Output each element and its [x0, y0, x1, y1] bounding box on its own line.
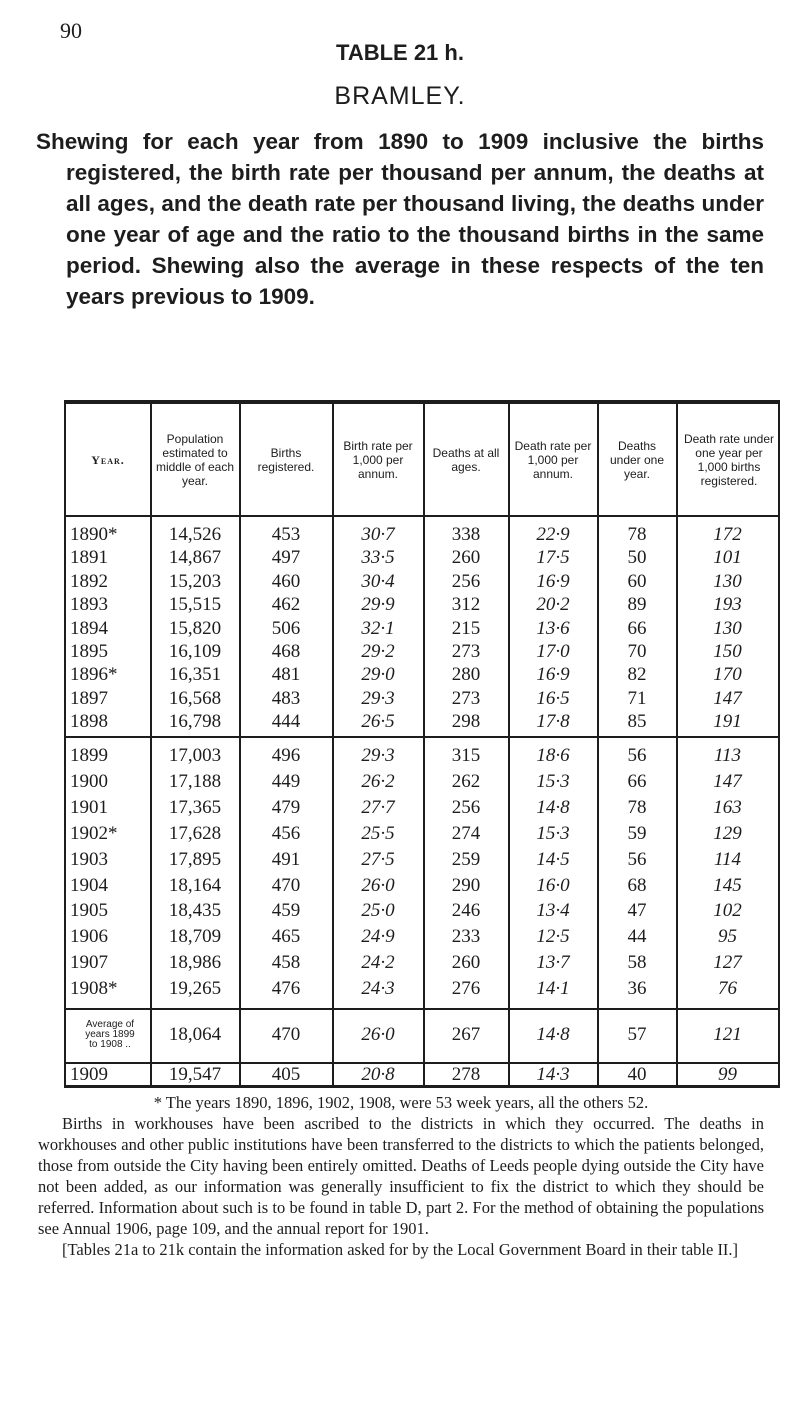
cell-births: 462	[271, 594, 301, 616]
cell-deaths: 280	[451, 664, 481, 686]
cell-births: 453	[271, 524, 301, 545]
cell-infant-death-rate: 172	[713, 524, 742, 545]
cell-births: 465	[271, 926, 301, 948]
cell-infant-death-rate: 95	[718, 926, 737, 948]
place-title: BRAMLEY.	[334, 82, 466, 110]
cell-infant-deaths: 56	[627, 745, 647, 766]
cell-infant-deaths: 89	[627, 594, 647, 616]
cell-birth-rate: 27·7	[361, 796, 395, 818]
table-row	[64, 1024, 780, 1046]
cell-births: 470	[271, 874, 301, 896]
cell-infant-deaths: 58	[627, 952, 647, 974]
cell-infant-death-rate: 147	[713, 687, 742, 709]
cell-deaths: 246	[451, 900, 481, 922]
cell-infant-death-rate: 101	[713, 547, 742, 569]
cell-population: 14,867	[168, 547, 222, 569]
cell-deaths: 298	[451, 711, 481, 733]
cell-birth-rate: 29·3	[361, 687, 395, 709]
cell-infant-deaths: 36	[627, 978, 647, 1000]
cell-infant-death-rate: 193	[713, 594, 742, 616]
header-infant-deaths: Deaths under one year.	[609, 439, 665, 481]
cell-birth-rate: 24·2	[361, 952, 395, 974]
cell-population: 17,628	[168, 822, 222, 844]
cell-births: 405	[271, 1064, 301, 1085]
cell-year: 1896*	[70, 664, 118, 686]
cell-infant-deaths: 66	[627, 617, 647, 639]
cell-deaths: 256	[451, 796, 481, 818]
cell-infant-death-rate: 147	[713, 770, 742, 792]
cell-population: 18,435	[168, 900, 222, 922]
cell-infant-deaths: 66	[627, 770, 647, 792]
cell-infant-deaths: 40	[627, 1064, 647, 1085]
cell-population: 15,203	[168, 570, 222, 592]
cell-birth-rate: 24·3	[361, 978, 395, 1000]
cell-birth-rate: 26·5	[361, 711, 395, 733]
header-population: Population estimated to middle of each year.	[155, 432, 235, 488]
average-label-line: years 1899	[85, 1029, 135, 1040]
cell-death-rate: 15·3	[536, 770, 570, 792]
cell-death-rate: 13·4	[536, 900, 570, 922]
cell-death-rate: 16·9	[536, 664, 570, 686]
cell-year: 1894	[70, 617, 108, 639]
cell-deaths: 278	[451, 1064, 481, 1085]
cell-death-rate: 14·8	[536, 796, 570, 818]
cell-population: 18,709	[168, 926, 222, 948]
cell-death-rate: 20·2	[536, 594, 570, 616]
table-row	[64, 711, 780, 733]
cell-year: 1909	[70, 1064, 108, 1085]
cell-births: 459	[271, 900, 301, 922]
cell-death-rate: 14·1	[536, 978, 570, 1000]
cell-birth-rate: 25·5	[361, 822, 395, 844]
cell-infant-deaths: 82	[627, 664, 647, 686]
table-row	[64, 849, 780, 871]
cell-infant-deaths: 68	[627, 874, 647, 896]
table-id: TABLE 21 h.	[336, 40, 464, 65]
cell-births: 497	[271, 547, 301, 569]
cell-infant-deaths: 44	[627, 926, 647, 948]
cell-birth-rate: 27·5	[361, 848, 395, 870]
cell-birth-rate: 29·2	[361, 641, 395, 662]
cell-deaths: 260	[451, 952, 481, 974]
cell-population: 16,798	[168, 711, 222, 733]
cell-population: 19,547	[168, 1064, 222, 1085]
cell-deaths: 267	[451, 1024, 481, 1045]
cell-year: 1908*	[70, 978, 118, 1000]
cell-births: 506	[271, 617, 301, 639]
cell-births: 481	[271, 664, 301, 686]
cell-death-rate: 15·3	[536, 822, 570, 844]
cell-birth-rate: 29·0	[361, 664, 395, 686]
cell-deaths: 256	[451, 570, 481, 592]
cell-year: 1903	[70, 848, 108, 870]
cell-births: 483	[271, 687, 301, 709]
cell-infant-death-rate: 99	[718, 1064, 737, 1085]
cell-births: 476	[271, 978, 301, 1000]
notes	[38, 1092, 764, 1260]
header-birth-rate: Birth rate per 1,000 per annum.	[343, 439, 413, 481]
cell-year: 1906	[70, 926, 108, 948]
cell-year: 1899	[70, 745, 108, 766]
cell-infant-deaths: 59	[627, 822, 647, 844]
cell-birth-rate: 25·0	[361, 900, 395, 922]
header-rule	[64, 515, 780, 517]
table-row	[64, 641, 780, 663]
table-row	[64, 797, 780, 819]
cell-deaths: 233	[451, 926, 481, 948]
cell-death-rate: 16·5	[536, 687, 570, 709]
cell-population: 18,064	[168, 1024, 222, 1045]
cell-year: 1893	[70, 594, 108, 616]
table-row	[64, 926, 780, 948]
cell-deaths: 338	[451, 524, 481, 545]
table-row	[64, 952, 780, 974]
cell-deaths: 290	[451, 874, 481, 896]
cell-infant-death-rate: 121	[713, 1024, 742, 1045]
cell-birth-rate: 30·4	[361, 570, 395, 592]
cell-birth-rate: 30·7	[361, 524, 395, 545]
cell-birth-rate: 24·9	[361, 926, 395, 948]
cell-year: 1897	[70, 687, 108, 709]
week-years-footnote: * The years 1890, 1896, 1902, 1908, were 53 week years, all the others 52.	[153, 1093, 649, 1112]
table-row	[64, 771, 780, 793]
cell-infant-deaths: 50	[627, 547, 647, 569]
cell-infant-death-rate: 102	[713, 900, 742, 922]
table-row	[64, 823, 780, 845]
cell-infant-deaths: 70	[627, 641, 647, 662]
cell-infant-death-rate: 150	[713, 641, 742, 662]
cell-births: 444	[271, 711, 301, 733]
cell-population: 17,003	[168, 745, 222, 766]
cell-population: 17,365	[168, 796, 222, 818]
average-label-line: Average of	[85, 1019, 135, 1030]
cell-year: 1891	[70, 547, 108, 569]
cell-deaths: 276	[451, 978, 481, 1000]
table-row	[64, 900, 780, 922]
cell-infant-deaths: 60	[627, 570, 647, 592]
cell-births: 460	[271, 570, 301, 592]
cell-death-rate: 16·0	[536, 874, 570, 896]
cell-population: 15,515	[168, 594, 222, 616]
cell-infant-death-rate: 129	[713, 822, 742, 844]
cell-population: 17,895	[168, 848, 222, 870]
cell-infant-death-rate: 127	[713, 952, 742, 974]
table-row	[64, 571, 780, 593]
cell-death-rate: 13·7	[536, 952, 570, 974]
cell-infant-deaths: 71	[627, 687, 647, 709]
table-row	[64, 664, 780, 686]
cell-births: 496	[271, 745, 301, 766]
cell-births: 479	[271, 796, 301, 818]
cell-death-rate: 17·0	[536, 641, 570, 662]
group-rule	[64, 1008, 780, 1010]
notes-paragraph: [Tables 21a to 21k contain the information asked for by the Local Government Board in their table II.]	[62, 1240, 739, 1259]
table-row	[64, 1064, 780, 1086]
header-births: Births registered.	[257, 446, 315, 474]
table-row	[64, 618, 780, 640]
table-row	[64, 524, 780, 546]
table-row	[64, 745, 780, 767]
cell-births: 456	[271, 822, 301, 844]
cell-year: 1902*	[70, 822, 118, 844]
table-row	[64, 594, 780, 616]
cell-deaths: 259	[451, 848, 481, 870]
cell-deaths: 273	[451, 641, 481, 662]
table-row	[64, 688, 780, 710]
average-label-line: to 1908 ..	[89, 1039, 131, 1050]
cell-year: 1895	[70, 641, 108, 662]
cell-year: 1905	[70, 900, 108, 922]
cell-births: 468	[271, 641, 301, 662]
page-number: 90	[60, 18, 82, 43]
cell-population: 15,820	[168, 617, 222, 639]
table-row	[64, 978, 780, 1000]
cell-births: 470	[271, 1024, 301, 1045]
cell-infant-deaths: 56	[627, 848, 647, 870]
cell-population: 16,568	[168, 687, 222, 709]
cell-infant-deaths: 57	[627, 1024, 647, 1045]
cell-birth-rate: 26·2	[361, 770, 395, 792]
cell-births: 491	[271, 848, 301, 870]
cell-death-rate: 12·5	[536, 926, 570, 948]
cell-birth-rate: 26·0	[361, 874, 395, 896]
cell-death-rate: 14·8	[536, 1024, 570, 1045]
cell-population: 14,526	[168, 524, 222, 545]
cell-birth-rate: 29·9	[361, 594, 395, 616]
cell-deaths: 315	[451, 745, 481, 766]
cell-infant-deaths: 85	[627, 711, 647, 733]
table-row	[64, 875, 780, 897]
cell-year: 1900	[70, 770, 108, 792]
cell-population: 17,188	[168, 770, 222, 792]
cell-death-rate: 14·5	[536, 848, 570, 870]
cell-deaths: 312	[451, 594, 481, 616]
notes-paragraph: Births in workhouses have been ascribed to the districts in which they occurred. The deaths in workhouses and other public institutions have been transferred to the districts to which the patients belonged, those from outside the City having been entirely omitted. Deaths of Leeds people dying outside the City have not been added, as our information was generally insufficient to fix the district to which they should be referred. Information about such is to be found in table D, part 2. For the method of obtaining the populations see Annual 1906, page 109, and the annual report for 1901.	[38, 1114, 764, 1238]
cell-birth-rate: 20·8	[361, 1064, 395, 1085]
cell-year: 1901	[70, 796, 108, 818]
cell-deaths: 260	[451, 547, 481, 569]
header-death-rate: Death rate per 1,000 per annum.	[514, 439, 592, 481]
cell-year: 1907	[70, 952, 108, 974]
cell-year: 1904	[70, 874, 108, 896]
cell-death-rate: 22·9	[536, 524, 570, 545]
cell-infant-death-rate: 76	[718, 978, 737, 1000]
cell-death-rate: 17·8	[536, 711, 570, 733]
cell-deaths: 262	[451, 770, 481, 792]
group-rule	[64, 736, 780, 738]
cell-infant-deaths: 78	[627, 524, 647, 545]
cell-infant-death-rate: 170	[713, 664, 742, 686]
cell-death-rate: 18·6	[536, 745, 570, 766]
header-year: Year.	[91, 453, 125, 467]
cell-infant-death-rate: 163	[713, 796, 742, 818]
table-row	[64, 547, 780, 569]
cell-population: 16,109	[168, 641, 222, 662]
cell-death-rate: 17·5	[536, 547, 570, 569]
cell-death-rate: 13·6	[536, 617, 570, 639]
cell-infant-death-rate: 114	[713, 848, 742, 870]
cell-population: 18,986	[168, 952, 222, 974]
cell-births: 458	[271, 952, 301, 974]
cell-population: 18,164	[168, 874, 222, 896]
cell-deaths: 274	[451, 822, 481, 844]
cell-infant-death-rate: 130	[713, 617, 742, 639]
cell-infant-death-rate: 191	[713, 711, 742, 733]
cell-deaths: 215	[451, 617, 481, 639]
header-deaths: Deaths at all ages.	[432, 446, 500, 474]
cell-infant-death-rate: 113	[713, 745, 742, 766]
statistics-table	[64, 400, 780, 1088]
cell-births: 449	[271, 770, 301, 792]
cell-birth-rate: 26·0	[361, 1024, 395, 1045]
cell-deaths: 273	[451, 687, 481, 709]
cell-year: 1898	[70, 711, 108, 733]
cell-infant-deaths: 78	[627, 796, 647, 818]
table-top-rule	[64, 400, 780, 404]
cell-birth-rate: 29·3	[361, 745, 395, 766]
intro-text: Shewing for each year from 1890 to 1909 inclusive the births registered, the birth rate per thousand per annum, the deaths at all ages, and the death rate per thousand living, the deaths under one year of age and the ratio to the thousand births in the same period. Shewing also the average in these respects of the ten years previous to 1909.	[36, 129, 764, 309]
cell-year: 1892	[70, 570, 108, 592]
cell-infant-death-rate: 145	[713, 874, 742, 896]
cell-infant-deaths: 47	[627, 900, 647, 922]
cell-population: 19,265	[168, 978, 222, 1000]
cell-infant-death-rate: 130	[713, 570, 742, 592]
cell-population: 16,351	[168, 664, 222, 686]
header-infant-death-rate: Death rate under one year per 1,000 births registered.	[683, 432, 775, 488]
cell-death-rate: 16·9	[536, 570, 570, 592]
cell-year: 1890*	[70, 524, 118, 545]
cell-birth-rate: 32·1	[361, 617, 395, 639]
cell-birth-rate: 33·5	[361, 547, 395, 569]
cell-death-rate: 14·3	[536, 1064, 570, 1085]
